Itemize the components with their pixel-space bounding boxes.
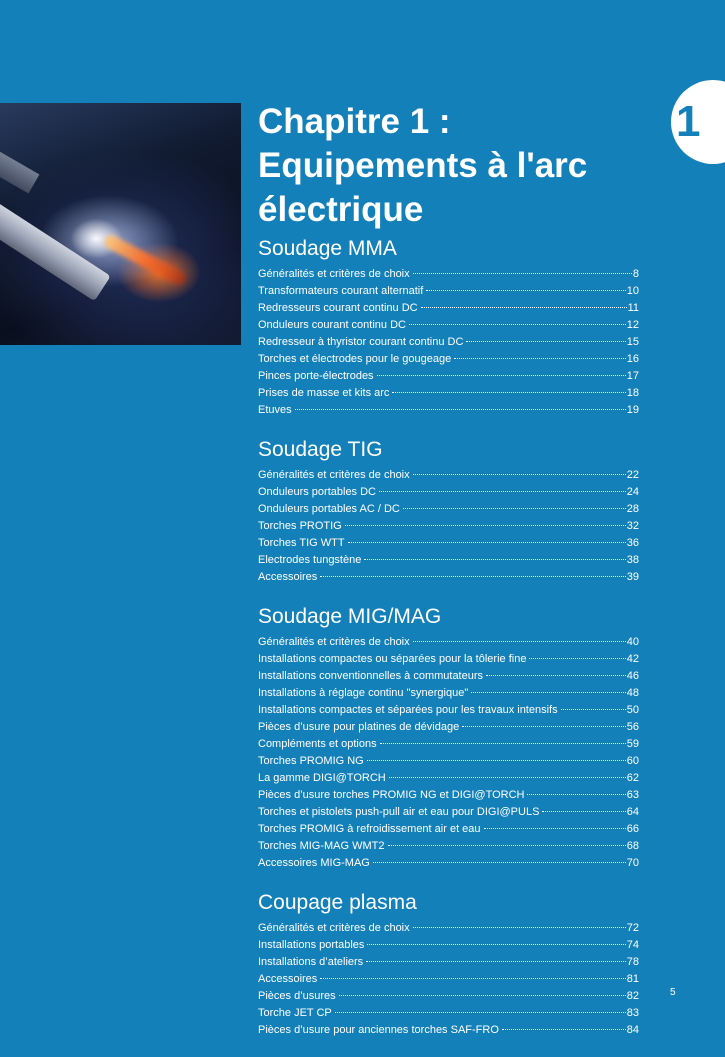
toc-entry-page: 8	[632, 268, 639, 280]
table-of-contents	[258, 236, 639, 1057]
toc-entry-label: Installations compactes et séparées pour les travaux intensifs	[258, 704, 558, 716]
toc-leader-dots	[367, 749, 626, 761]
toc-entry-label: Etuves	[258, 404, 292, 416]
toc-entry-label: Généralités et critères de choix	[258, 636, 410, 648]
toc-entry-page: 19	[626, 404, 639, 416]
toc-section	[258, 437, 639, 585]
toc-leader-dots	[413, 262, 632, 274]
toc-entry-label: Torches et pistolets push-pull air et eau pour DIGI@PULS	[258, 806, 540, 818]
toc-entry-page: 18	[626, 387, 639, 399]
toc-leader-dots	[413, 916, 626, 928]
toc-entry-page: 16	[626, 353, 639, 365]
toc-entry-label: Onduleurs portables DC	[258, 486, 377, 498]
toc-entry	[258, 568, 639, 585]
toc-leader-dots	[388, 834, 626, 846]
electrode-rod-background	[0, 114, 39, 193]
electrode-rod	[0, 183, 111, 301]
toc-leader-dots	[421, 296, 627, 308]
toc-entry-label: Généralités et critères de choix	[258, 922, 410, 934]
toc-entry	[258, 854, 639, 871]
toc-entry-label: Torches PROMIG à refroidissement air et eau	[258, 823, 481, 835]
chapter-title-line-3: électrique	[258, 190, 424, 229]
toc-entry-page: 59	[626, 738, 639, 750]
toc-entry-label: Torches PROMIG NG	[258, 755, 364, 767]
toc-leader-dots	[561, 698, 626, 710]
toc-entry-label: Torches MIG-MAG WMT2	[258, 840, 385, 852]
toc-entry-page: 24	[626, 486, 639, 498]
toc-entry-label: Accessoires	[258, 571, 318, 583]
toc-leader-dots	[486, 664, 626, 676]
toc-section	[258, 890, 639, 1038]
toc-leader-dots	[364, 548, 625, 560]
toc-entry-page: 39	[626, 571, 639, 583]
toc-leader-dots	[335, 1001, 626, 1013]
toc-entry-page: 36	[626, 537, 639, 549]
toc-entry-page: 11	[627, 302, 639, 314]
toc-entry-page: 66	[626, 823, 639, 835]
toc-entry-page: 64	[626, 806, 639, 818]
section-heading: Coupage plasma	[258, 891, 417, 914]
toc-entry-label: Redresseurs courant continu DC	[258, 302, 418, 314]
chapter-title	[258, 100, 587, 232]
toc-entry-label: Installations portables	[258, 939, 365, 951]
toc-leader-dots	[366, 950, 626, 962]
toc-section	[258, 236, 639, 418]
toc-entry-label: Redresseur à thyristor courant continu DC	[258, 336, 464, 348]
chapter-number: 1	[676, 97, 701, 146]
toc-leader-dots	[502, 1018, 626, 1030]
toc-entry-page: 10	[626, 285, 639, 297]
toc-entry	[258, 401, 639, 418]
toc-entry-page: 82	[626, 990, 639, 1002]
toc-entry-page: 78	[626, 956, 639, 968]
toc-leader-dots	[527, 783, 625, 795]
toc-entry-page: 62	[626, 772, 639, 784]
toc-entry-page: 60	[626, 755, 639, 767]
toc-entry-label: La gamme DIGI@TORCH	[258, 772, 386, 784]
chapter-title-line-2: Equipements à l'arc	[258, 146, 588, 185]
page-number: 5	[670, 987, 676, 998]
toc-leader-dots	[426, 279, 625, 291]
toc-entry-page: 70	[626, 857, 639, 869]
toc-leader-dots	[484, 817, 626, 829]
toc-entry-page: 15	[626, 336, 639, 348]
toc-entry-page: 48	[626, 687, 639, 699]
toc-leader-dots	[367, 933, 625, 945]
section-heading: Soudage MMA	[258, 237, 397, 260]
toc-entry-label: Pièces d’usure pour platines de dévidage	[258, 721, 460, 733]
toc-entry-page: 84	[626, 1024, 639, 1036]
toc-leader-dots	[339, 984, 626, 996]
toc-entry-page: 28	[626, 503, 639, 515]
toc-leader-dots	[529, 647, 625, 659]
toc-entry-label: Généralités et critères de choix	[258, 268, 410, 280]
toc-entry-page: 68	[626, 840, 639, 852]
toc-entry-label: Pièces d’usures	[258, 990, 336, 1002]
toc-entry-label: Installations d’ateliers	[258, 956, 364, 968]
toc-entry-label: Installations compactes ou séparées pour la tôlerie fine	[258, 653, 527, 665]
toc-leader-dots	[380, 732, 626, 744]
toc-leader-dots	[413, 463, 626, 475]
toc-leader-dots	[389, 766, 626, 778]
toc-entry-label: Torche JET CP	[258, 1007, 332, 1019]
toc-entry-label: Accessoires MIG-MAG	[258, 857, 370, 869]
toc-entry-label: Onduleurs portables AC / DC	[258, 503, 400, 515]
toc-entry-label: Pinces porte-électrodes	[258, 370, 374, 382]
toc-leader-dots	[466, 330, 625, 342]
toc-entry-page: 72	[626, 922, 639, 934]
toc-entry-label: Torches et électrodes pour le gougeage	[258, 353, 452, 365]
toc-leader-dots	[542, 800, 625, 812]
toc-entry-label: Pièces d’usure torches PROMIG NG et DIGI@TORCH	[258, 789, 525, 801]
chapter-title-line-1: Chapitre 1 :	[258, 102, 451, 141]
toc-leader-dots	[348, 531, 626, 543]
toc-entry-page: 38	[626, 554, 639, 566]
toc-entry-page: 17	[626, 370, 639, 382]
toc-entry-page: 74	[626, 939, 639, 951]
toc-entry-label: Compléments et options	[258, 738, 377, 750]
toc-leader-dots	[462, 715, 626, 727]
toc-entry-page: 83	[626, 1007, 639, 1019]
toc-leader-dots	[320, 967, 625, 979]
toc-leader-dots	[403, 497, 626, 509]
section-heading: Soudage MIG/MAG	[258, 605, 442, 628]
toc-entry-page: 42	[626, 653, 639, 665]
toc-leader-dots	[409, 313, 626, 325]
toc-entry-page: 32	[626, 520, 639, 532]
toc-leader-dots	[377, 364, 626, 376]
toc-entry-label: Généralités et critères de choix	[258, 469, 410, 481]
toc-leader-dots	[320, 565, 625, 577]
toc-entry-label: Transformateurs courant alternatif	[258, 285, 424, 297]
section-heading: Soudage TIG	[258, 438, 383, 461]
toc-entry-label: Torches TIG WTT	[258, 537, 345, 549]
toc-entry-label: Onduleurs courant continu DC	[258, 319, 406, 331]
toc-entry-label: Torches PROTIG	[258, 520, 342, 532]
toc-leader-dots	[379, 480, 626, 492]
toc-entry-label: Prises de masse et kits arc	[258, 387, 390, 399]
toc-entry-label: Pièces d’usure pour anciennes torches SAF-FRO	[258, 1024, 499, 1036]
toc-entry-label: Electrodes tungstène	[258, 554, 362, 566]
toc-leader-dots	[413, 630, 626, 642]
toc-entry-page: 12	[626, 319, 639, 331]
toc-leader-dots	[471, 681, 626, 693]
toc-entry-page: 81	[626, 973, 639, 985]
toc-entry-label: Installations conventionnelles à commutateurs	[258, 670, 484, 682]
toc-leader-dots	[373, 851, 626, 863]
toc-entry-page: 46	[626, 670, 639, 682]
toc-entry-page: 56	[626, 721, 639, 733]
toc-entry-page: 63	[626, 789, 639, 801]
welding-arc-glow	[102, 233, 188, 288]
toc-leader-dots	[345, 514, 626, 526]
toc-entry-label: Accessoires	[258, 973, 318, 985]
toc-section	[258, 604, 639, 871]
welding-photo	[0, 103, 241, 345]
toc-entry-label: Installations à réglage continu "synergique"	[258, 687, 469, 699]
toc-entry-page: 22	[626, 469, 639, 481]
toc-leader-dots	[454, 347, 626, 359]
toc-leader-dots	[295, 398, 626, 410]
toc-entry-page: 40	[626, 636, 639, 648]
toc-leader-dots	[392, 381, 625, 393]
toc-entry-page: 50	[626, 704, 639, 716]
